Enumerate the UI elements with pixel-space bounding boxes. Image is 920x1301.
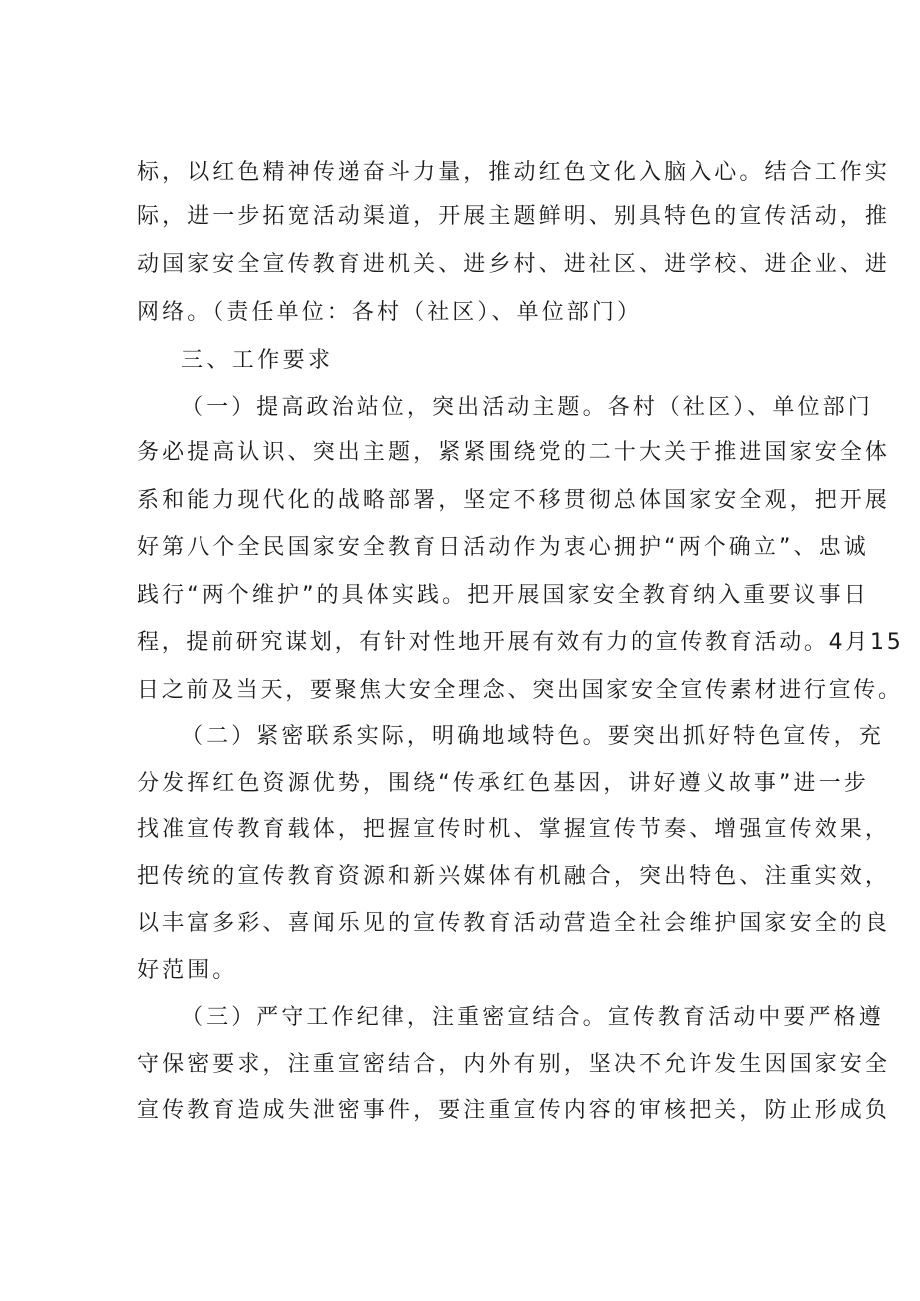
paragraph-line: 把传统的宣传教育资源和新兴媒体有机融合，突出特色、注重实效，	[137, 864, 891, 889]
paragraph-line: （二）紧密联系实际，明确地域特色。要突出抓好特色宣传，充	[181, 724, 884, 749]
paragraph-line: 以丰富多彩、喜闻乐见的宣传教育活动营造全社会维护国家安全的良	[137, 911, 891, 936]
paragraph-line: 找准宣传教育载体，把握宣传时机、掌握宣传节奏、增强宣传效果，	[137, 817, 891, 842]
paragraph-line: 日之前及当天，要聚焦大安全理念、突出国家安全宣传素材进行宣传。	[137, 678, 903, 703]
paragraph-line: 分发挥红色资源优势，围绕“传承红色基因，讲好遵义故事”进一步	[137, 771, 869, 796]
paragraph-line: 好第八个全民国家安全教育日活动作为衷心拥护“两个确立”、忠诚	[137, 535, 869, 560]
paragraph-line: 守保密要求，注重宣密结合，内外有别，坚决不允许发生因国家安全	[137, 1052, 891, 1077]
paragraph-line: 践行“两个维护”的具体实践。把开展国家安全教育纳入重要议事日	[137, 583, 869, 608]
paragraph-line: 网络。（责任单位：各村（社区）、单位部门）	[137, 300, 643, 325]
paragraph-line: 标，以红色精神传递奋斗力量，推动红色文化入脑入心。结合工作实	[137, 160, 891, 185]
paragraph-line: 动国家安全宣传教育进机关、进乡村、进社区、进学校、进企业、进	[137, 252, 891, 277]
paragraph-line: 系和能力现代化的战略部署，坚定不移贯彻总体国家安全观，把开展	[137, 488, 891, 513]
paragraph-line: 宣传教育造成失泄密事件，要注重宣传内容的审核把关，防止形成负	[137, 1098, 891, 1123]
paragraph-line: 好范围。	[137, 958, 238, 983]
paragraph-line: 务必提高认识、突出主题，紧紧围绕党的二十大关于推进国家安全体	[137, 440, 891, 465]
section-heading: 三、工作要求	[181, 348, 334, 373]
paragraph-line: 际，进一步拓宽活动渠道，开展主题鲜明、别具特色的宣传活动，推	[137, 204, 891, 229]
paragraph-line: （三）严守工作纪律，注重密宣结合。宣传教育活动中要严格遵	[181, 1005, 884, 1030]
paragraph-line: （一）提高政治站位，突出活动主题。各村（社区）、单位部门	[181, 395, 873, 420]
paragraph-line: 程，提前研究谋划，有针对性地开展有效有力的宣传教育活动。4月15	[137, 630, 904, 655]
